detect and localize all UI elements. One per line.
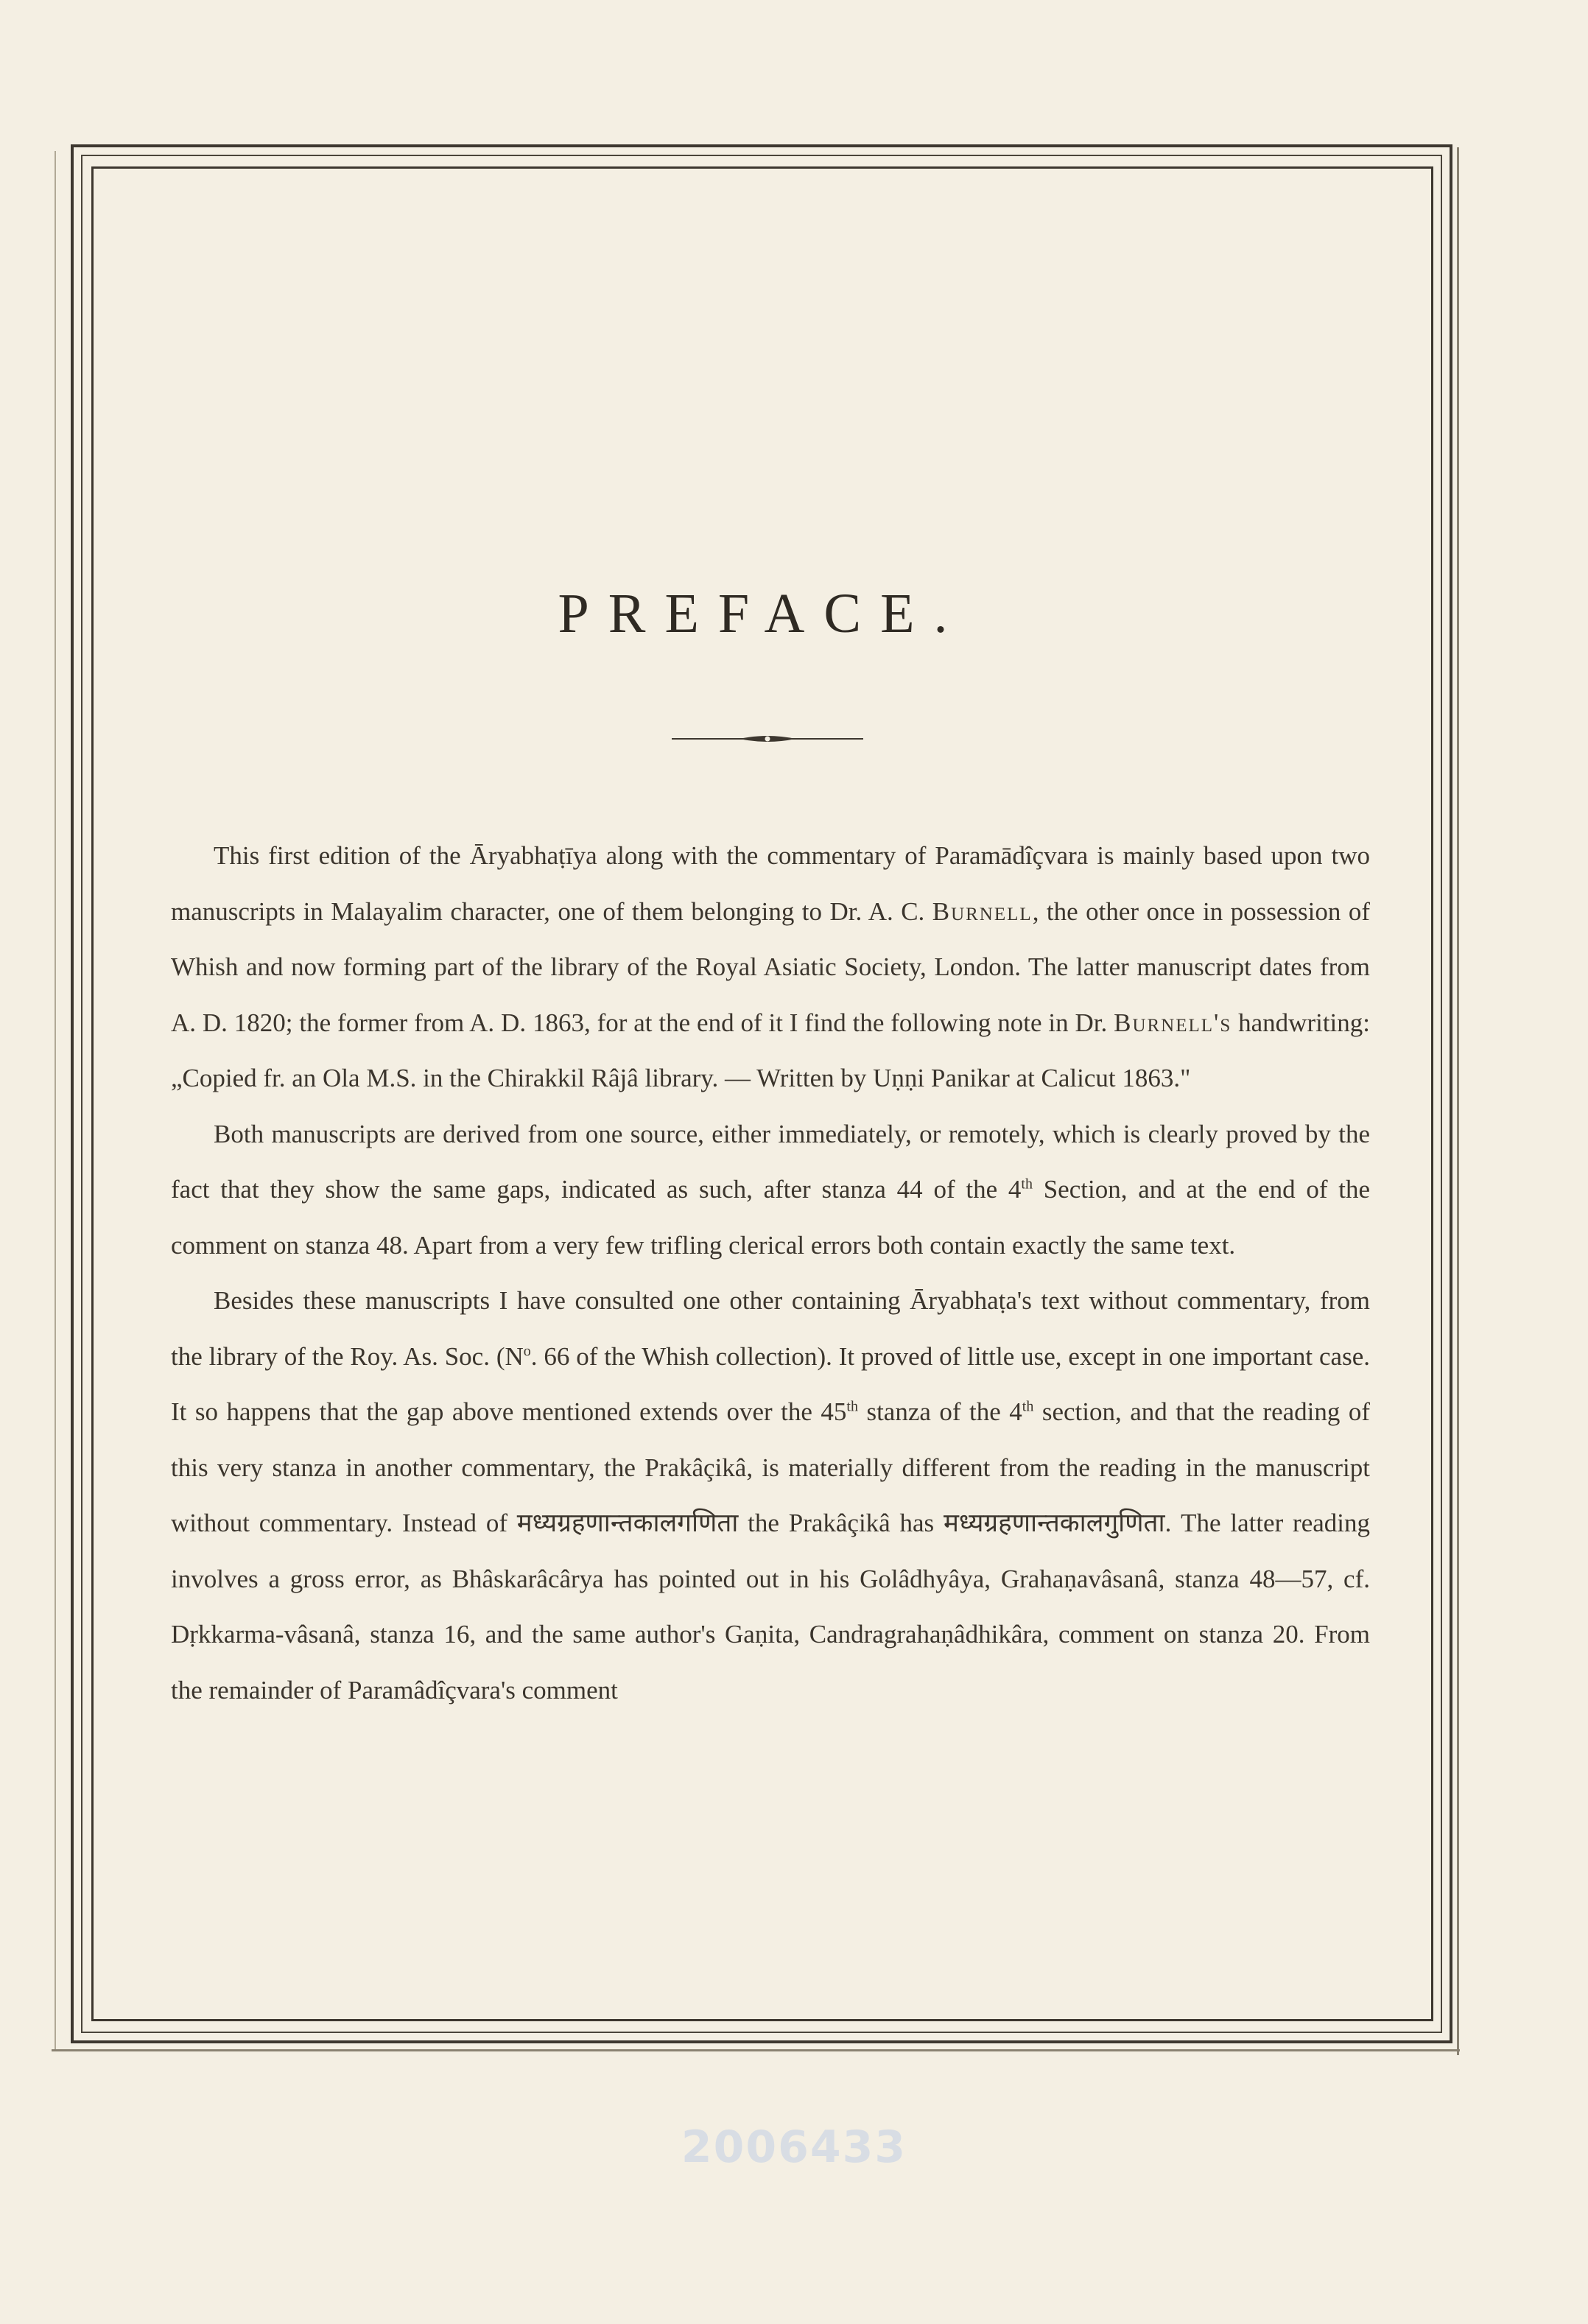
library-stamp-number: 2006433 xyxy=(681,2121,907,2173)
devanagari-reading: मध्यग्रहणान्तकालगुणिता xyxy=(943,1509,1165,1537)
text-run: . The latter reading involves a gross error, as Bhâskarâcârya has pointed out in his Golâdhyâya, Grahaṇavâsanâ, stanza 48—57, cf. Dṛkkarma-vâsanâ, stanza 16, and the same author's Gaṇita, Candragrahaṇâdhikâra, comment on stanza 20. From the remainder of Paramâdîçvara's comment xyxy=(171,1509,1370,1705)
page-edge-left xyxy=(55,151,56,2050)
text-run: , the other once in possession of Whish and now forming part of the library of the Royal Asiatic Society, London. The latter manuscript dates from A. D. 1820; the former from A. D. 1863, for at the end of it I find the following note in Dr. xyxy=(171,896,1370,1037)
page-title: PREFACE. xyxy=(558,583,967,645)
author-name: Burnell's xyxy=(1114,1008,1232,1037)
text-run: section, and that the reading of this very stanza in another commentary, the Prakâçikâ, is materially different from the reading in the manuscript without commentary. Instead of xyxy=(171,1397,1370,1537)
title-rule-ornament xyxy=(672,734,863,744)
superscript: th xyxy=(1022,1398,1034,1415)
devanagari-reading: मध्यग्रहणान्तकालगणिता xyxy=(516,1509,739,1537)
paragraph xyxy=(171,828,1370,1106)
text-run: This first edition of the Āryabhaṭīya along with the commentary of Paramādîçvara is mainly based upon two manuscripts in Malayalim character, one of them belonging to Dr. A. C. xyxy=(171,841,1370,926)
text-run: Both manuscripts are derived from one source, either immediately, or remotely, which is clearly proved by the fact that they show the same gaps, indicated as such, after stanza 44 of the 4 xyxy=(171,1119,1370,1204)
text-run: . 66 of the Whish collection). It proved of little use, except in one important case. It so happens that the gap above mentioned extends over the 45 xyxy=(171,1341,1370,1426)
preface-body xyxy=(171,828,1370,1718)
text-run: Besides these manuscripts I have consulted one other containing Āryabhaṭa's text without commentary, from the library of the Roy. As. Soc. (N xyxy=(171,1286,1370,1371)
superscript: o xyxy=(523,1342,531,1359)
paragraph xyxy=(171,1106,1370,1274)
superscript: th xyxy=(1021,1176,1033,1193)
author-name: Burnell xyxy=(932,896,1033,926)
page-edge-right xyxy=(1457,147,1459,2055)
text-run: the Prakâçikâ has xyxy=(738,1509,944,1537)
text-run: Section, and at the end of the comment on stanza 48. Apart from a very few trifling clerical errors both contain exactly the same text. xyxy=(171,1175,1371,1260)
text-run: handwriting: „Copied fr. an Ola M.S. in the Chirakkil Râjâ library. — Written by Uṇṇi Panikar at Calicut 1863." xyxy=(171,1008,1370,1092)
superscript: th xyxy=(846,1398,858,1415)
text-run: stanza of the 4 xyxy=(857,1397,1022,1426)
page-edge-bottom xyxy=(52,2049,1460,2051)
paragraph xyxy=(171,1273,1370,1718)
